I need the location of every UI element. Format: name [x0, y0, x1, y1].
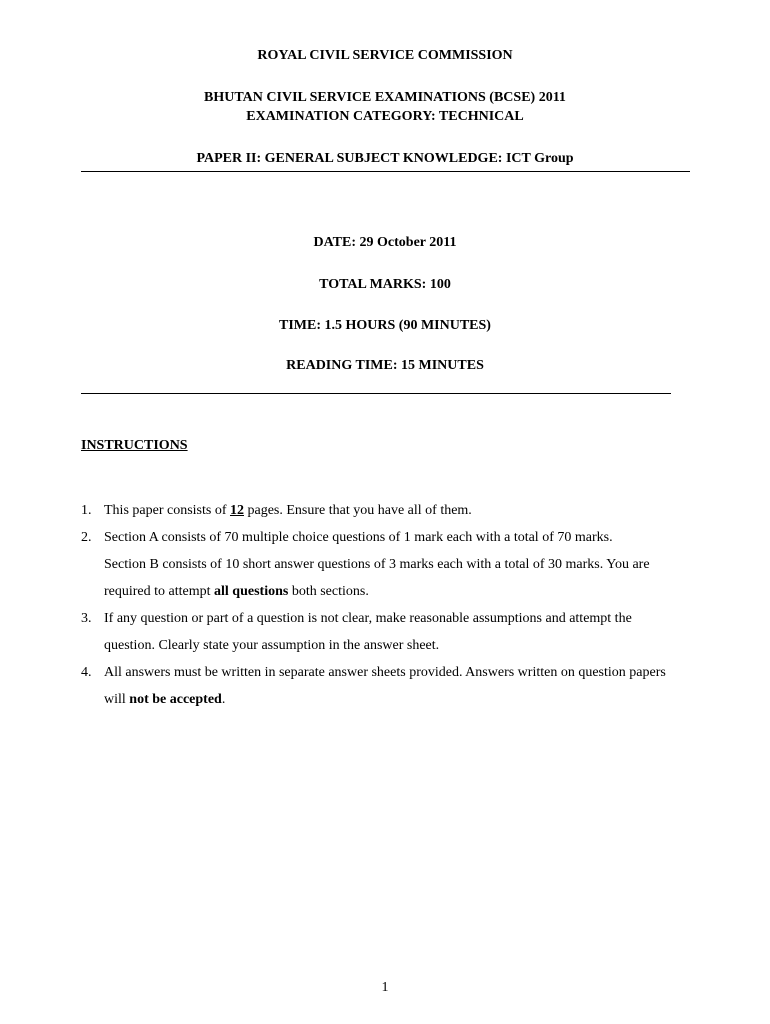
exam-category: EXAMINATION CATEGORY: TECHNICAL: [246, 109, 524, 124]
instruction-text: both sections.: [288, 584, 369, 599]
instruction-text: This paper consists of: [104, 503, 230, 518]
instruction-number: 1.: [81, 503, 92, 518]
instruction-text: .: [221, 692, 226, 707]
reading-time: READING TIME: 15 MINUTES: [286, 358, 484, 373]
details-divider: [81, 393, 671, 394]
instruction-text: pages. Ensure that you have all of them.: [243, 503, 472, 518]
page-number: 1: [381, 980, 389, 995]
exam-time: TIME: 1.5 HOURS (90 MINUTES): [279, 318, 491, 333]
exam-name: BHUTAN CIVIL SERVICE EXAMINATIONS (BCSE) 2011: [204, 90, 566, 105]
instruction-item: [81, 605, 681, 659]
instruction-emphasis: not be accepted: [129, 692, 222, 707]
organization-title: ROYAL CIVIL SERVICE COMMISSION: [257, 48, 513, 63]
instruction-emphasis: all questions: [214, 584, 289, 599]
instructions-list: [81, 497, 681, 713]
instruction-text: All answers must be written in separate answer sheets provided. Answers written on question papers will: [104, 665, 666, 707]
instruction-text: If any question or part of a question is not clear, make reasonable assumptions and attempt the question. Clearly state your assumption in the answer sheet.: [104, 611, 632, 653]
instruction-number: 2.: [81, 530, 92, 545]
instruction-item: [81, 497, 681, 524]
instruction-number: 3.: [81, 611, 92, 626]
page-count: 12: [229, 503, 244, 518]
instruction-text: Section A consists of 70 multiple choice questions of 1 mark each with a total of 70 marks.: [104, 530, 613, 545]
header-divider: [81, 171, 690, 172]
total-marks: TOTAL MARKS: 100: [319, 277, 451, 292]
instructions-heading: INSTRUCTIONS: [81, 438, 188, 453]
instruction-text: Section B consists of 10 short answer questions of 3 marks each with a total of 30 marks. You are required to attempt: [104, 557, 650, 599]
paper-title: PAPER II: GENERAL SUBJECT KNOWLEDGE: ICT Group: [196, 151, 574, 166]
instruction-number: 4.: [81, 665, 92, 680]
instruction-item: [81, 659, 681, 713]
exam-date: DATE: 29 October 2011: [313, 235, 457, 250]
instruction-item: [81, 524, 681, 605]
